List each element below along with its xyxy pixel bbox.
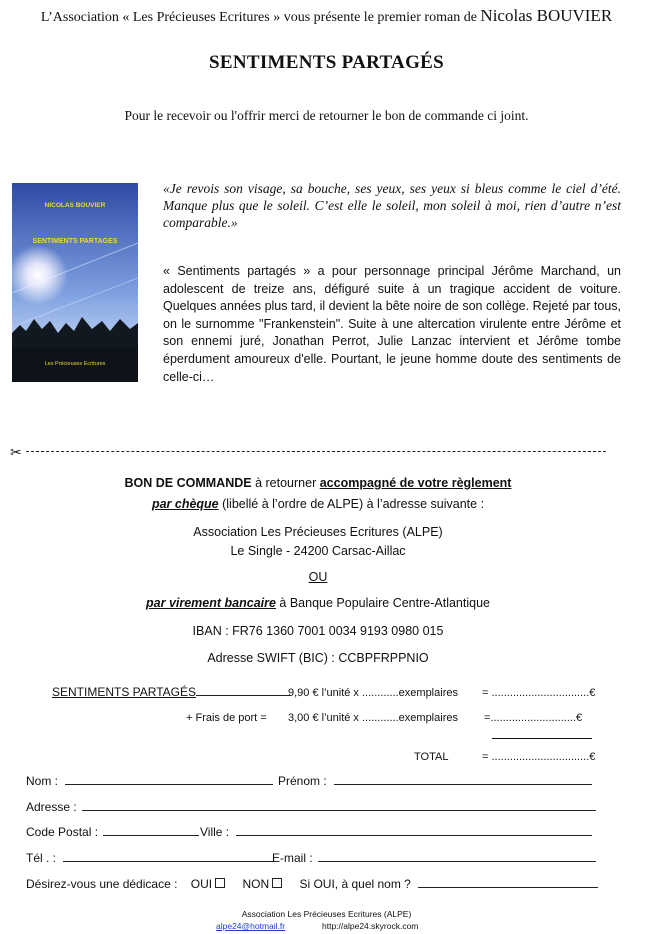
book-summary: « Sentiments partagés » a pour personnage principal Jérôme Marchand, un adolescent de treize ans, défiguré suite à un tragique accident de voiture. Quelques années plus tard, il devient la bête noire de son collège. Rejeté par tous, on le surnomme "Frankenstein". Suite à une altercation virulente entre Jérôme et son ennemi juré, Jonathan Perrot, Julie Lanzac intervient et Jérôme tombe éperdument amoureux d'elle. Pourtant, le jeune homme doute des sentiments de celle-ci… xyxy=(163,264,621,384)
cover-publisher: Les Précieuses Ecritures xyxy=(44,361,106,367)
phone-label: Tél . : xyxy=(26,851,57,865)
city-field[interactable] xyxy=(236,835,592,836)
cover-title: SENTIMENTS PARTAGES xyxy=(32,238,118,245)
no-checkbox[interactable] xyxy=(272,878,282,888)
no-label: NON xyxy=(242,877,270,891)
intro-text: L’Association « Les Précieuses Ecritures » vous présente le premier roman de xyxy=(40,10,477,25)
email-row xyxy=(272,851,596,865)
iban: IBAN : FR76 1360 7001 0034 9193 0980 015 xyxy=(192,624,444,638)
total-label: TOTAL xyxy=(414,751,449,763)
postal-row xyxy=(26,825,199,839)
pricing-product-row xyxy=(52,685,290,699)
transfer-rest: à Banque Populaire Centre-Atlantique xyxy=(279,596,490,610)
firstname-row xyxy=(278,774,592,788)
scissors-icon: ✂ xyxy=(10,444,22,460)
shipping-price: 3,00 € l’unité x ............exemplaires xyxy=(288,712,458,724)
address-row xyxy=(26,800,596,814)
cheque-line xyxy=(0,497,636,511)
phone-field[interactable] xyxy=(63,861,273,862)
cheque-label: par chèque xyxy=(151,497,219,511)
order-heading-rest: à retourner xyxy=(255,476,317,490)
address-field[interactable] xyxy=(82,810,596,811)
footer-association: Association Les Précieuses Ecritures (ALPE) xyxy=(241,909,412,919)
cover-author: NICOLAS BOUVIER xyxy=(44,202,106,209)
address-line-2: Le Single - 24200 Carsac-Aillac xyxy=(230,544,406,558)
total-field[interactable]: = ................................€ xyxy=(482,751,596,763)
subtitle: Pour le recevoir ou l'offrir merci de retourner le bon de commande ci joint. xyxy=(124,108,529,123)
cut-line xyxy=(26,451,606,452)
postal-label: Code Postal : xyxy=(26,825,99,839)
order-heading-bold: BON DE COMMANDE xyxy=(124,476,252,490)
yes-label: OUI xyxy=(190,877,213,891)
dedication-name-field[interactable] xyxy=(418,887,598,888)
email-field[interactable] xyxy=(318,861,596,862)
firstname-field[interactable] xyxy=(334,784,592,785)
shipping-label: + Frais de port = xyxy=(186,712,267,724)
swift-bic: Adresse SWIFT (BIC) : CCBPFRPPNIO xyxy=(207,651,429,665)
order-heading xyxy=(0,476,636,490)
address-line-1: Association Les Précieuses Ecritures (ALPE) xyxy=(193,525,443,539)
author-name: Nicolas BOUVIER xyxy=(480,6,613,25)
name-label: Nom : xyxy=(26,774,59,788)
transfer-label: par virement bancaire xyxy=(146,596,276,610)
dedication-followup: Si OUI, à quel nom ? xyxy=(299,877,411,891)
name-row xyxy=(26,774,273,788)
city-label: Ville : xyxy=(200,825,230,839)
name-field[interactable] xyxy=(65,784,273,785)
email-label: E-mail : xyxy=(272,851,313,865)
transfer-line xyxy=(0,596,636,610)
yes-checkbox[interactable] xyxy=(215,878,225,888)
or-text: OU xyxy=(308,570,328,584)
footer-email-link[interactable]: alpe24@hotmail.fr xyxy=(216,921,286,931)
firstname-label: Prénom : xyxy=(278,774,327,788)
shipping-total-field[interactable]: =............................€ xyxy=(484,712,583,724)
book-cover-image xyxy=(12,183,138,382)
cheque-rest: (libellé à l’ordre de ALPE) à l’adresse suivante : xyxy=(222,497,485,511)
book-quote: «Je revois son visage, sa bouche, ses yeux, ses yeux si bleus comme le ciel d’été. Manque plus que le soleil. C’est elle le soleil, mon soleil à moi, rien d’autre n’est comparable.» xyxy=(163,181,621,230)
phone-row xyxy=(26,851,273,865)
dedication-row xyxy=(26,877,598,891)
product-fill-line xyxy=(196,695,290,696)
footer-website: http://alpe24.skyrock.com xyxy=(322,921,419,931)
postal-code-field[interactable] xyxy=(103,835,199,836)
total-rule xyxy=(492,738,592,739)
or-separator xyxy=(0,570,636,584)
intro-line xyxy=(0,6,653,26)
city-row xyxy=(200,825,592,839)
product-price: 9,90 € l’unité x ............exemplaires xyxy=(288,687,458,699)
book-title: SENTIMENTS PARTAGÉS xyxy=(208,52,445,73)
order-heading-underlined: accompagné de votre règlement xyxy=(319,476,512,490)
address-label: Adresse : xyxy=(26,800,77,814)
product-name: SENTIMENTS PARTAGÉS xyxy=(52,685,197,699)
product-total-field[interactable]: = ................................€ xyxy=(482,687,596,699)
dedication-question: Désirez-vous une dédicace : xyxy=(26,877,178,891)
